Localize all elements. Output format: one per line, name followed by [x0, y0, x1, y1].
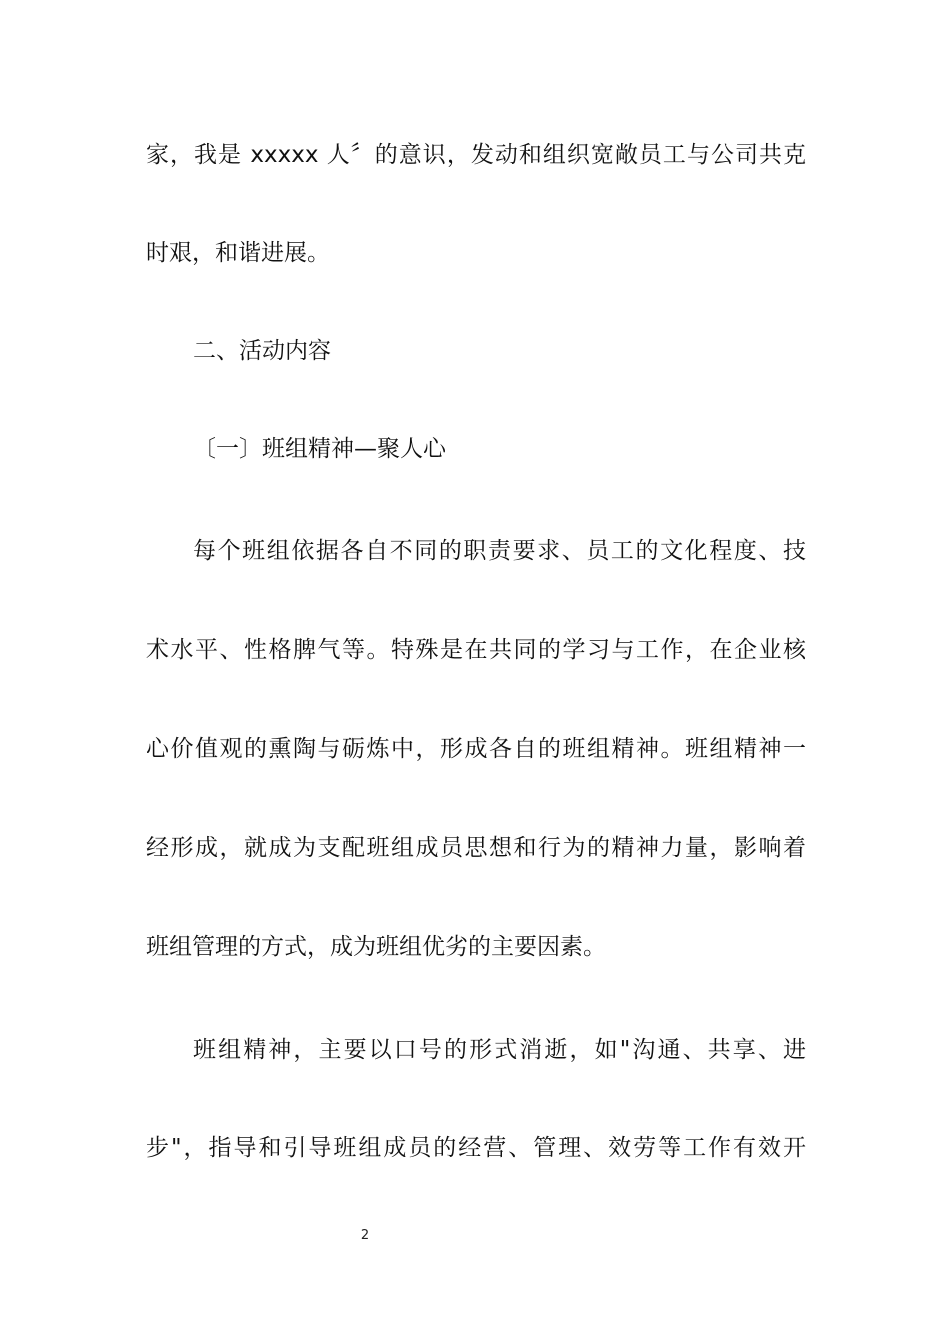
- text-line: 步"，指导和引导班组成员的经营、管理、效劳等工作有效开: [146, 1135, 806, 1161]
- text-line: 时艰，和谐进展。: [146, 240, 330, 266]
- text-line: 心价值观的熏陶与砺炼中，形成各自的班组精神。班组精神一: [146, 736, 806, 762]
- text-line: 家，我是 xxxxx 人〞的意识，发动和组织宽敞员工与公司共克: [146, 142, 806, 168]
- text-line: 班组管理的方式，成为班组优劣的主要因素。: [146, 934, 606, 960]
- text-line: 术水平、性格脾气等。特殊是在共同的学习与工作，在企业核: [146, 637, 806, 663]
- section-heading: 二、活动内容: [193, 338, 331, 364]
- page-number: 2: [360, 1228, 370, 1243]
- text-line: 每个班组依据各自不同的职责要求、员工的文化程度、技: [193, 538, 806, 564]
- text-line: 班组精神，主要以口号的形式消逝，如"沟通、共享、进: [193, 1037, 806, 1063]
- subsection-heading: 〔一〕班组精神—聚人心: [193, 436, 446, 462]
- text-line: 经形成，就成为支配班组成员思想和行为的精神力量，影响着: [146, 835, 806, 861]
